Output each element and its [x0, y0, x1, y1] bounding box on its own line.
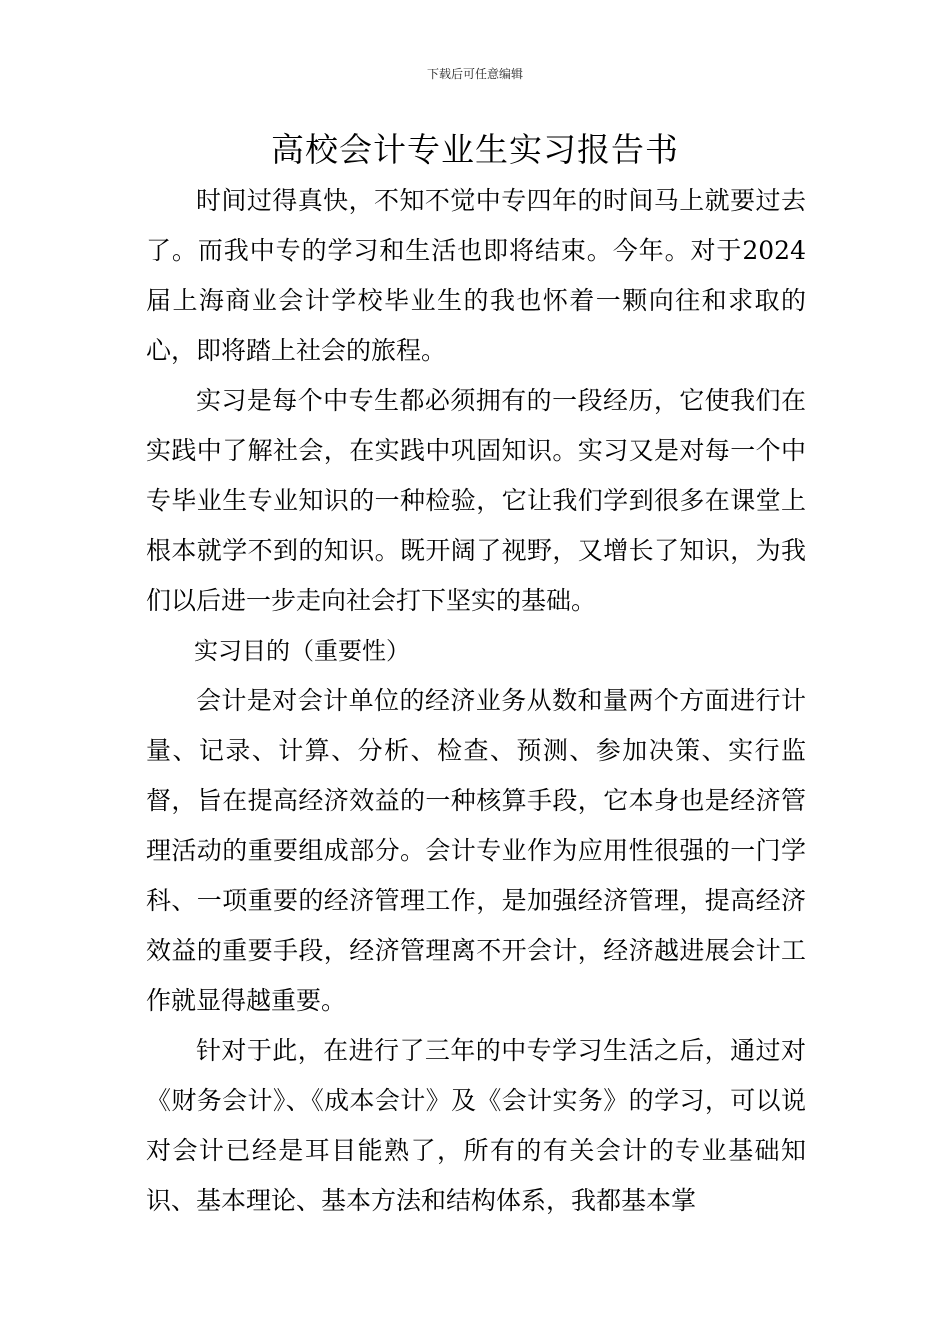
- document-body: [146, 176, 806, 1226]
- header-note: 下载后可任意编辑: [426, 67, 523, 81]
- document-title: 高校会计专业生实习报告书: [271, 130, 679, 169]
- paragraph-intro: 时间过得真快，不知不觉中专四年的时间马上就要过去了。而我中专的学习和生活也即将结束。今年。对于2024届上海商业会计学校毕业生的我也怀着一颗向往和求取的心，即将踏上社会的旅程。: [146, 186, 806, 365]
- paragraph-accounting-definition: 会计是对会计单位的经济业务从数和量两个方面进行计量、记录、计算、分析、检查、预测、参加决策、实行监督，旨在提高经济效益的一种核算手段，它本身也是经济管理活动的重要组成部分。会计专业作为应用性很强的一门学科、一项重要的经济管理工作，是加强经济管理，提高经济效益的重要手段，经济管理离不开会计，经济越进展会计工作就显得越重要。: [146, 686, 806, 1015]
- paragraph-study-summary: 针对于此，在进行了三年的中专学习生活之后，通过对《财务会计》、《成本会计》及《会计实务》的学习，可以说对会计已经是耳目能熟了，所有的有关会计的专业基础知识、基本理论、基本方法和结构体系，我都基本掌: [146, 1036, 806, 1215]
- paragraph-internship-value: 实习是每个中专生都必须拥有的一段经历，它使我们在实践中了解社会，在实践中巩固知识。实习又是对每一个中专毕业生专业知识的一种检验，它让我们学到很多在课堂上根本就学不到的知识。既开阔了视野，又增长了知识，为我们以后进一步走向社会打下坚实的基础。: [146, 386, 806, 615]
- section-heading-purpose: 实习目的（重要性）: [194, 637, 410, 665]
